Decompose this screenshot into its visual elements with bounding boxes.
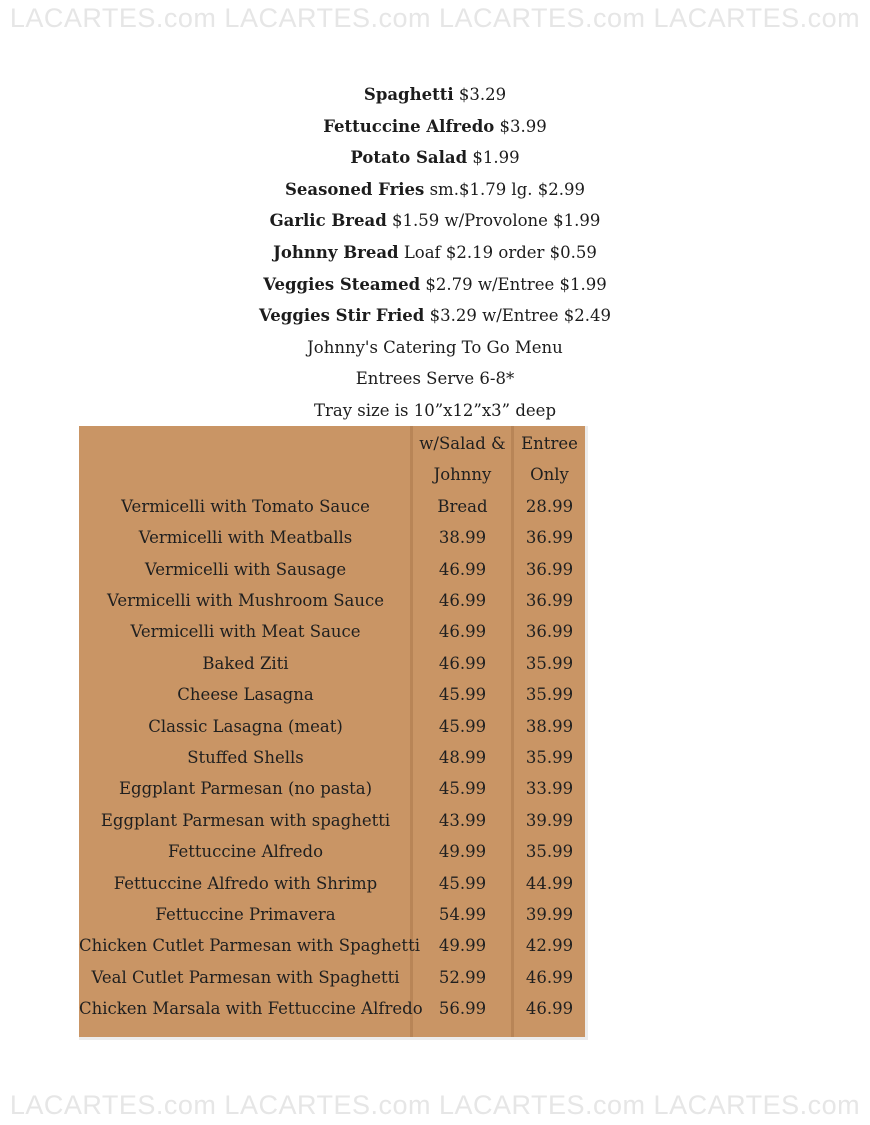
entree-only-price-cell: 46.99 bbox=[525, 967, 574, 987]
table-row bbox=[79, 585, 585, 616]
item-name: Potato Salad bbox=[350, 148, 468, 168]
dish-name-cell: Cheese Lasagna bbox=[177, 685, 314, 705]
entree-only-price-cell: 35.99 bbox=[525, 748, 574, 767]
dish-name-cell: Stuffed Shells bbox=[187, 748, 304, 767]
table-row bbox=[79, 930, 585, 961]
table-row bbox=[79, 742, 585, 773]
item-price: $3.29 w/Entree $2.49 bbox=[429, 306, 611, 326]
table-row bbox=[79, 962, 585, 993]
item-name: Veggies Stir Fried bbox=[259, 306, 425, 326]
column-header-cell: Johnny bbox=[433, 465, 492, 485]
entree-only-price-cell: 39.99 bbox=[525, 905, 574, 924]
table-row bbox=[79, 648, 585, 679]
salad-bread-price-cell: 43.99 bbox=[438, 810, 487, 830]
table-row bbox=[79, 805, 585, 836]
menu-line bbox=[0, 174, 870, 206]
salad-bread-price-cell: 54.99 bbox=[438, 905, 487, 924]
salad-bread-price-cell: 38.99 bbox=[438, 528, 487, 548]
item-price: Loaf $2.19 order $0.59 bbox=[403, 242, 597, 262]
side-items-list bbox=[0, 79, 870, 427]
menu-line bbox=[0, 300, 870, 332]
dish-name-cell: Vermicelli with Meat Sauce bbox=[130, 622, 361, 642]
salad-bread-price-cell: 49.99 bbox=[438, 936, 487, 956]
catering-price-table bbox=[79, 426, 588, 1040]
dish-name-cell: Classic Lasagna (meat) bbox=[148, 716, 343, 736]
salad-bread-price-cell: 46.99 bbox=[438, 653, 487, 673]
item-price: $3.99 bbox=[499, 116, 547, 136]
table-row bbox=[79, 711, 585, 742]
table-header-row bbox=[79, 428, 585, 459]
menu-line bbox=[0, 79, 870, 111]
column-header-cell: w/Salad & bbox=[419, 434, 506, 453]
dish-name-cell: Veal Cutlet Parmesan with Spaghetti bbox=[91, 967, 400, 987]
entree-only-price-cell: 36.99 bbox=[525, 591, 574, 610]
watermark-bottom: LACARTES.com LACARTES.com LACARTES.com LACARTES.com bbox=[9, 1090, 861, 1120]
salad-bread-price-cell: 49.99 bbox=[438, 842, 487, 862]
entree-only-price-cell: 35.99 bbox=[525, 653, 574, 673]
item-name: Johnny Bread bbox=[273, 242, 399, 262]
item-name: Garlic Bread bbox=[269, 211, 387, 231]
dish-name-cell: Fettuccine Primavera bbox=[155, 905, 336, 924]
menu-line bbox=[0, 142, 870, 174]
salad-bread-price-cell: 52.99 bbox=[438, 967, 487, 987]
salad-bread-price-cell: 48.99 bbox=[438, 748, 487, 767]
salad-bread-price-cell: 46.99 bbox=[438, 559, 487, 579]
table-row bbox=[79, 899, 585, 930]
dish-name-cell: Fettuccine Alfredo bbox=[167, 842, 324, 862]
dish-name-cell: Eggplant Parmesan with spaghetti bbox=[100, 810, 391, 830]
item-price: $2.79 w/Entree $1.99 bbox=[425, 274, 607, 294]
item-name: Veggies Steamed bbox=[263, 274, 421, 294]
salad-bread-price-cell: 46.99 bbox=[438, 591, 487, 610]
salad-bread-price-cell: 45.99 bbox=[438, 779, 487, 799]
dish-name-cell: Baked Ziti bbox=[202, 653, 289, 673]
column-header-cell bbox=[79, 428, 412, 459]
item-price: sm.$1.79 lg. $2.99 bbox=[429, 179, 585, 199]
menu-line bbox=[0, 205, 870, 237]
entree-only-price-cell: 46.99 bbox=[525, 999, 574, 1019]
column-header-cell: Only bbox=[530, 465, 569, 485]
table-row bbox=[79, 522, 585, 553]
item-price: $3.29 bbox=[458, 85, 507, 104]
salad-bread-price-cell: Bread bbox=[437, 496, 488, 516]
table-row bbox=[79, 868, 585, 899]
menu-line bbox=[0, 269, 870, 301]
dish-name-cell: Fettuccine Alfredo with Shrimp bbox=[113, 873, 378, 893]
table-row bbox=[79, 616, 585, 647]
menu-line bbox=[0, 111, 870, 143]
table-row bbox=[79, 554, 585, 585]
watermark-top: LACARTES.com LACARTES.com LACARTES.com LACARTES.com bbox=[9, 3, 861, 33]
entree-only-price-cell: 36.99 bbox=[525, 559, 574, 579]
salad-bread-price-cell: 45.99 bbox=[438, 716, 487, 736]
table-header-row bbox=[79, 459, 585, 490]
entree-only-price-cell: 28.99 bbox=[525, 496, 574, 516]
table-row bbox=[79, 836, 585, 867]
item-price: $1.99 bbox=[472, 148, 520, 168]
dish-name-cell: Vermicelli with Meatballs bbox=[138, 528, 353, 548]
salad-bread-price-cell: 45.99 bbox=[438, 873, 487, 893]
dish-name-cell: Chicken Marsala with Fettuccine Alfredo bbox=[79, 999, 423, 1019]
salad-bread-price-cell: 45.99 bbox=[438, 685, 487, 705]
entree-only-price-cell: 39.99 bbox=[525, 810, 574, 830]
item-price: $1.59 w/Provolone $1.99 bbox=[391, 211, 601, 231]
catering-serves: Entrees Serve 6-8* bbox=[355, 369, 515, 389]
entree-only-price-cell: 36.99 bbox=[525, 528, 574, 548]
table-row bbox=[79, 773, 585, 804]
item-name: Fettuccine Alfredo bbox=[323, 116, 495, 136]
entree-only-price-cell: 36.99 bbox=[525, 622, 574, 642]
entree-only-price-cell: 44.99 bbox=[525, 873, 574, 893]
dish-name-cell: Chicken Cutlet Parmesan with Spaghetti bbox=[79, 936, 420, 956]
column-header-cell: Entree bbox=[521, 434, 578, 453]
menu-line bbox=[0, 237, 870, 269]
table-row bbox=[79, 993, 585, 1024]
entree-only-price-cell: 35.99 bbox=[525, 842, 574, 862]
dish-name-cell: Vermicelli with Mushroom Sauce bbox=[107, 591, 384, 610]
item-name: Spaghetti bbox=[363, 85, 454, 104]
column-header-cell bbox=[79, 459, 412, 490]
entree-only-price-cell: 33.99 bbox=[525, 779, 574, 799]
entree-only-price-cell: 38.99 bbox=[525, 716, 574, 736]
entree-only-price-cell: 42.99 bbox=[525, 936, 574, 956]
entree-only-price-cell: 35.99 bbox=[525, 685, 574, 705]
catering-tray-size: Tray size is 10”x12”x3” deep bbox=[313, 400, 557, 420]
item-name: Seasoned Fries bbox=[284, 179, 425, 199]
table-row bbox=[79, 679, 585, 710]
dish-name-cell: Vermicelli with Tomato Sauce bbox=[121, 496, 370, 516]
table-row bbox=[79, 491, 585, 522]
salad-bread-price-cell: 56.99 bbox=[438, 999, 487, 1019]
salad-bread-price-cell: 46.99 bbox=[438, 622, 487, 642]
dish-name-cell: Vermicelli with Sausage bbox=[144, 559, 347, 579]
dish-name-cell: Eggplant Parmesan (no pasta) bbox=[118, 779, 373, 799]
catering-title: Johnny's Catering To Go Menu bbox=[307, 337, 563, 357]
